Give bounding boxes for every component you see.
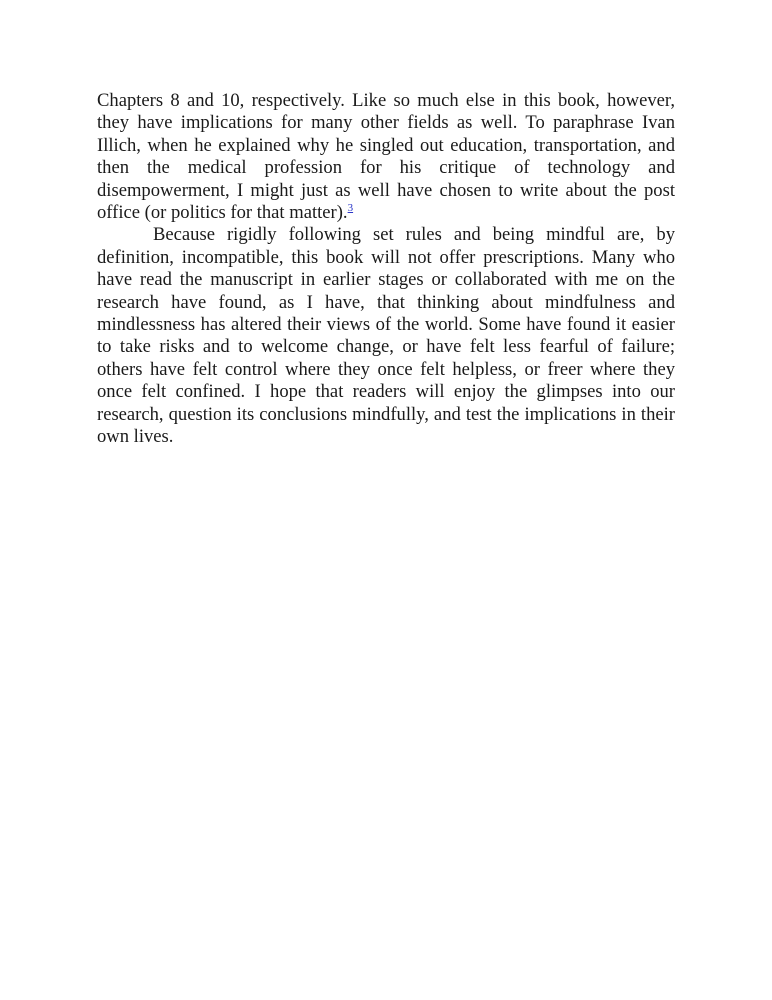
paragraph-text: Chapters 8 and 10, respectively. Like so much else in this book, however, they have implications for many other fields as well. To paraphrase Ivan Illich, when he explained why he singled out education, transportation, and then the medical profession for his critique of technology and disempowerment, I might just as well have chosen to write about the post office (or politics for that matter). bbox=[97, 90, 675, 224]
body-text bbox=[97, 90, 675, 449]
paragraph-continued bbox=[97, 90, 675, 224]
paragraph bbox=[97, 224, 675, 448]
paragraph-text: Because rigidly following set rules and being mindful are, by definition, incompatible, this book will not offer prescriptions. Many who have read the manuscript in earlier stages or collaborated with me on the research have found, as I have, that thinking about mindfulness and mindlessness has altered their views of the world. Some have found it easier to take risks and to welcome change, or have felt less fearful of failure; others have felt control where they once felt helpless, or freer where they once felt confined. I hope that readers will enjoy the glimpses into our research, question its conclusions mindfully, and test the implications in their own lives. bbox=[97, 224, 675, 448]
footnote-link[interactable]: 3 bbox=[347, 201, 354, 214]
